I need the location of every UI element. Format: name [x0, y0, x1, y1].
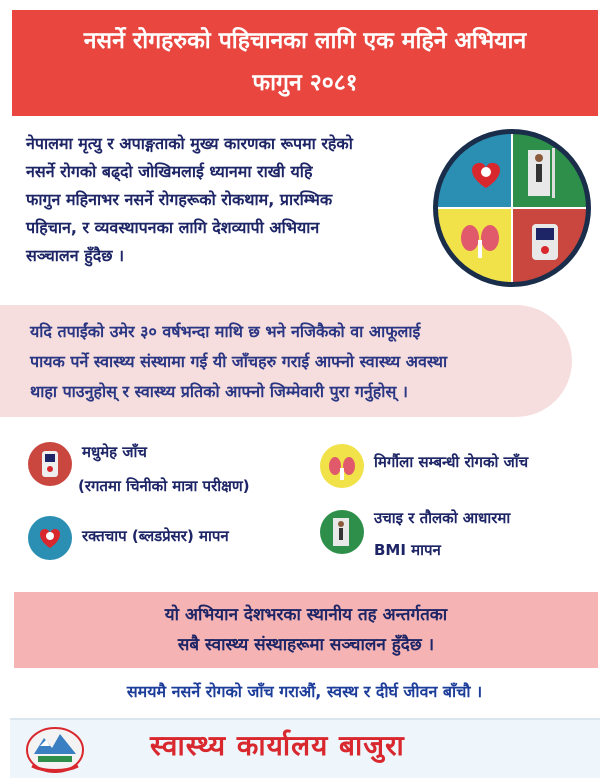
advice-band [0, 305, 572, 417]
advice-line: थाहा पाउनुहोस् र स्वास्थ्य प्रतिको आफ्नो जिम्मेवारी पुरा गर्नुहोस् । [30, 382, 408, 401]
intro-paragraph [26, 130, 436, 270]
check-bmi [320, 510, 510, 564]
intro-line: सञ्चालन हुँदैछ । [26, 246, 125, 265]
kidney-icon [438, 208, 512, 282]
intro-line: फागुन महिनाभर नसर्ने रोगहरूको रोकथाम, प्रारम्भिक [26, 190, 333, 209]
height-measure-icon [320, 510, 364, 554]
glucometer-icon [28, 442, 72, 486]
nepal-emblem-icon [24, 724, 86, 774]
check-bmi-title: उचाइ र तौलको आधारमा [374, 509, 511, 527]
heart-bp-icon [28, 516, 72, 560]
check-diabetes [28, 442, 250, 500]
intro-line: नसर्ने रोगको बढ्दो जोखिमलाई ध्यानमा राखी यहि [26, 162, 313, 181]
check-bp [28, 516, 229, 560]
campaign-title: नसर्ने रोगहरुको पहिचानका लागि एक महिने अभियान [83, 28, 527, 54]
health-check-wheel [432, 128, 592, 288]
notice-band [14, 592, 598, 668]
heart-bp-icon [438, 134, 512, 208]
height-measure-icon [512, 134, 586, 208]
check-bp-title: रक्तचाप (ब्लडप्रेसर) मापन [82, 527, 229, 545]
glucometer-icon [512, 208, 586, 282]
intro-line: पहिचान, र व्यवस्थापनका लागि देशव्यापी अभियान [26, 218, 320, 237]
intro-line: नेपालमा मृत्यु र अपाङ्गताको मुख्य कारणका रूपमा रहेको [26, 134, 353, 153]
notice-line: सबै स्वास्थ्य संस्थाहरूमा सञ्चालन हुँदैछ । [177, 635, 435, 655]
slogan: समयमै नसर्ने रोगको जाँच गराऔं, स्वस्थ र दीर्घ जीवन बाँचौ । [126, 682, 483, 701]
advice-line: पायक पर्ने स्वास्थ्य संस्थामा गई यी जाँचहरु गराई आफ्नो स्वास्थ्य अवस्था [30, 352, 448, 371]
kidney-icon [320, 444, 364, 488]
check-bmi-note: BMI मापन [374, 541, 441, 559]
advice-line: यदि तपाईंको उमेर ३० वर्षभन्दा माथि छ भने नजिकैको वा आफूलाई [30, 322, 421, 341]
check-kidney-title: मिर्गौला सम्बन्धी रोगको जाँच [374, 453, 529, 471]
campaign-header [12, 10, 598, 116]
check-kidney [320, 444, 528, 488]
office-name: स्वास्थ्य कार्यालय बाजुरा [150, 729, 405, 762]
check-diabetes-note: (रगतमा चिनीको मात्रा परीक्षण) [78, 477, 250, 495]
campaign-date: फागुन २०८१ [252, 70, 358, 96]
footer [10, 718, 600, 778]
notice-line: यो अभियान देशभरका स्थानीय तह अन्तर्गतका [164, 605, 448, 625]
check-diabetes-title: मधुमेह जाँच [82, 443, 147, 461]
